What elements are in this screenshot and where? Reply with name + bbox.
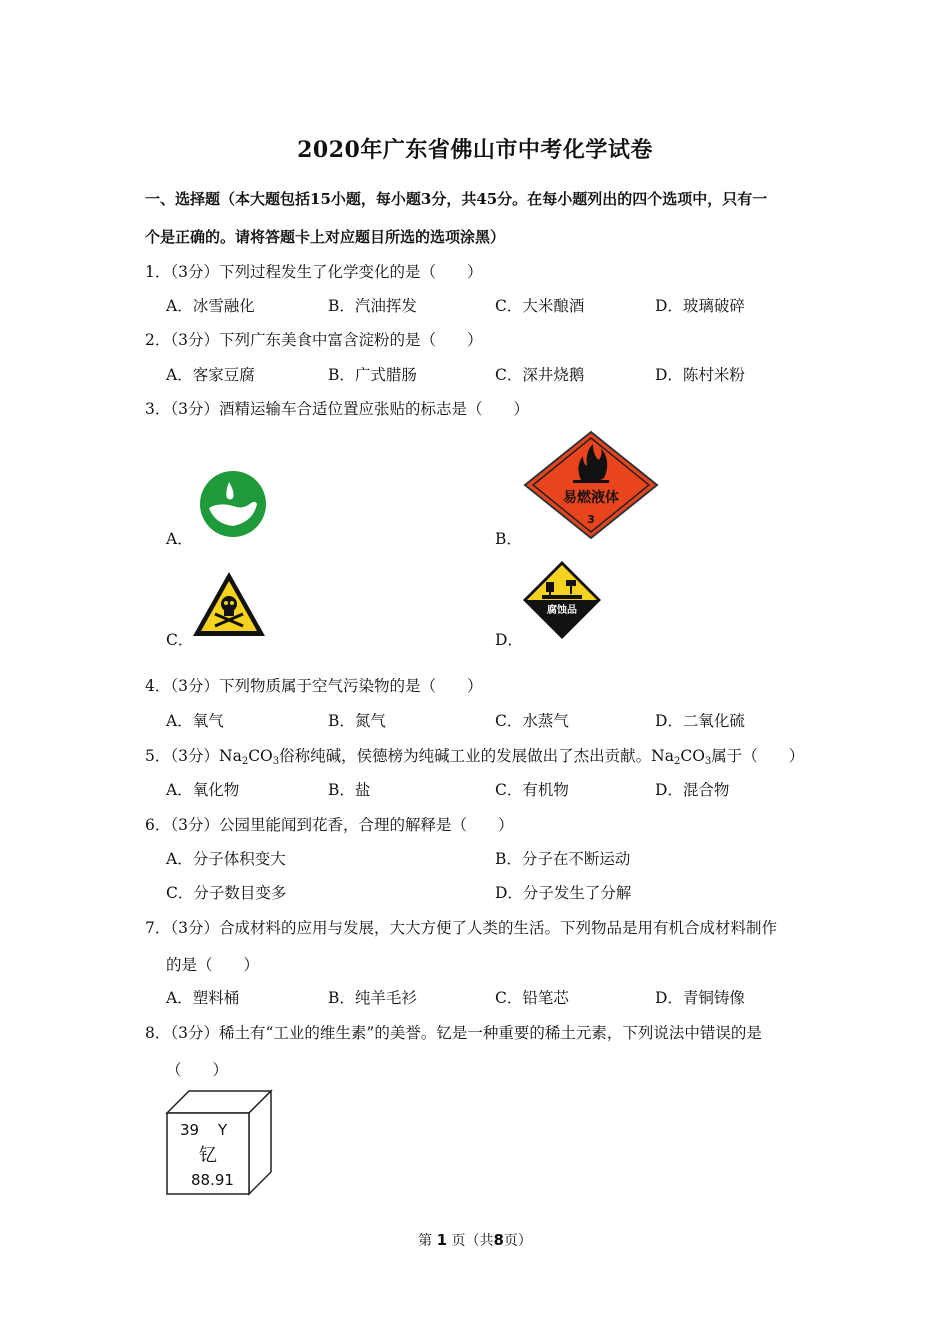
sign-b-text: 易燃液体 (563, 490, 619, 506)
q3-label-c: C． (166, 631, 194, 649)
q5-option-d: D．混合物 (655, 781, 730, 799)
q1-option-a: A．冰雪融化 (166, 297, 255, 315)
q7-option-c: C．铅笔芯 (495, 989, 569, 1007)
element-number: 39 (180, 1121, 200, 1139)
q2-option-a: A．客家豆腐 (166, 366, 255, 384)
question-2: 2．（3分）下列广东美食中富含淀粉的是（ ） (145, 331, 483, 349)
q1-option-b: B．汽油挥发 (328, 297, 417, 315)
q7-option-b: B．纯羊毛衫 (328, 989, 417, 1007)
page-footer: 第 1 页（共8页） (418, 1231, 532, 1249)
sign-b-number: 3 (587, 513, 595, 526)
q1-option-c: C．大米酿酒 (495, 297, 585, 315)
q7-option-d: D．青铜铸像 (655, 989, 745, 1007)
question-7: 7．（3分）合成材料的应用与发展，大大方便了人类的生活。下列物品是用有机合成材料制作 (145, 919, 778, 937)
q3-label-b: B． (495, 530, 522, 548)
q4-option-d: D．二氧化硫 (655, 712, 745, 730)
question-6: 6．（3分）公园里能闻到花香，合理的解释是（ ） (145, 816, 514, 834)
q7-option-a: A．塑料桶 (166, 989, 240, 1007)
element-symbol: Y (218, 1121, 228, 1139)
question-4: 4．（3分）下列物质属于空气污染物的是（ ） (145, 677, 483, 695)
toxic-skull-sign-icon (191, 570, 267, 638)
question-1: 1．（3分）下列过程发生了化学变化的是（ ） (145, 263, 483, 281)
q2-option-d: D．陈村米粉 (655, 366, 745, 384)
sign-d-text: 腐蚀品 (547, 605, 577, 616)
section-heading-line2: 个是正确的。请将答题卡上对应题目所选的选项涂黑） (145, 228, 506, 246)
question-3: 3．（3分）酒精运输车合适位置应张贴的标志是（ ） (145, 400, 530, 418)
q4-option-a: A．氧气 (166, 712, 224, 730)
q2-option-c: C．深井烧鹅 (495, 366, 585, 384)
q4-option-c: C．水蒸气 (495, 712, 569, 730)
question-8-cont: （ ） (166, 1061, 229, 1079)
q1-option-d: D．玻璃破碎 (655, 297, 745, 315)
total-pages: 8 (493, 1231, 504, 1249)
question-8: 8．（3分）稀土有“工业的维生素”的美誉。钇是一种重要的稀土元素，下列说法中错误的是 (145, 1024, 762, 1042)
flammable-liquid-sign-icon (523, 430, 659, 540)
q6-option-d: D．分子发生了分解 (495, 884, 632, 902)
q2-option-b: B．广式腊肠 (328, 366, 417, 384)
water-saving-icon (199, 470, 267, 538)
element-cube-diagram (165, 1088, 275, 1196)
element-mass: 88.91 (191, 1171, 234, 1189)
question-7-cont: 的是（ ） (166, 956, 260, 974)
q3-label-d: D． (495, 631, 523, 649)
element-name: 钇 (199, 1145, 217, 1166)
q6-option-c: C．分子数目变多 (166, 884, 287, 902)
q6-option-b: B．分子在不断运动 (495, 850, 631, 868)
q3-label-a: A． (166, 530, 193, 548)
q6-option-a: A．分子体积变大 (166, 850, 286, 868)
q5-option-b: B．盐 (328, 781, 371, 799)
q4-option-b: B．氮气 (328, 712, 386, 730)
q5-option-a: A．氧化物 (166, 781, 240, 799)
section-heading-line1: 一、选择题（本大题包括15小题，每小题3分，共45分。在每小题列出的四个选项中，只有一 (145, 190, 768, 208)
page-title: 2020年广东省佛山市中考化学试卷 (297, 137, 653, 163)
question-5: 5．（3分）$Na_2CO_3$俗称纯碱，侯德榜为纯碱工业的发展做出了杰出贡献。$Na_2CO_3$属于（ ） (145, 747, 805, 767)
corrosive-sign-icon (522, 560, 602, 640)
page-number: 1 (436, 1231, 447, 1249)
q5-option-c: C．有机物 (495, 781, 569, 799)
